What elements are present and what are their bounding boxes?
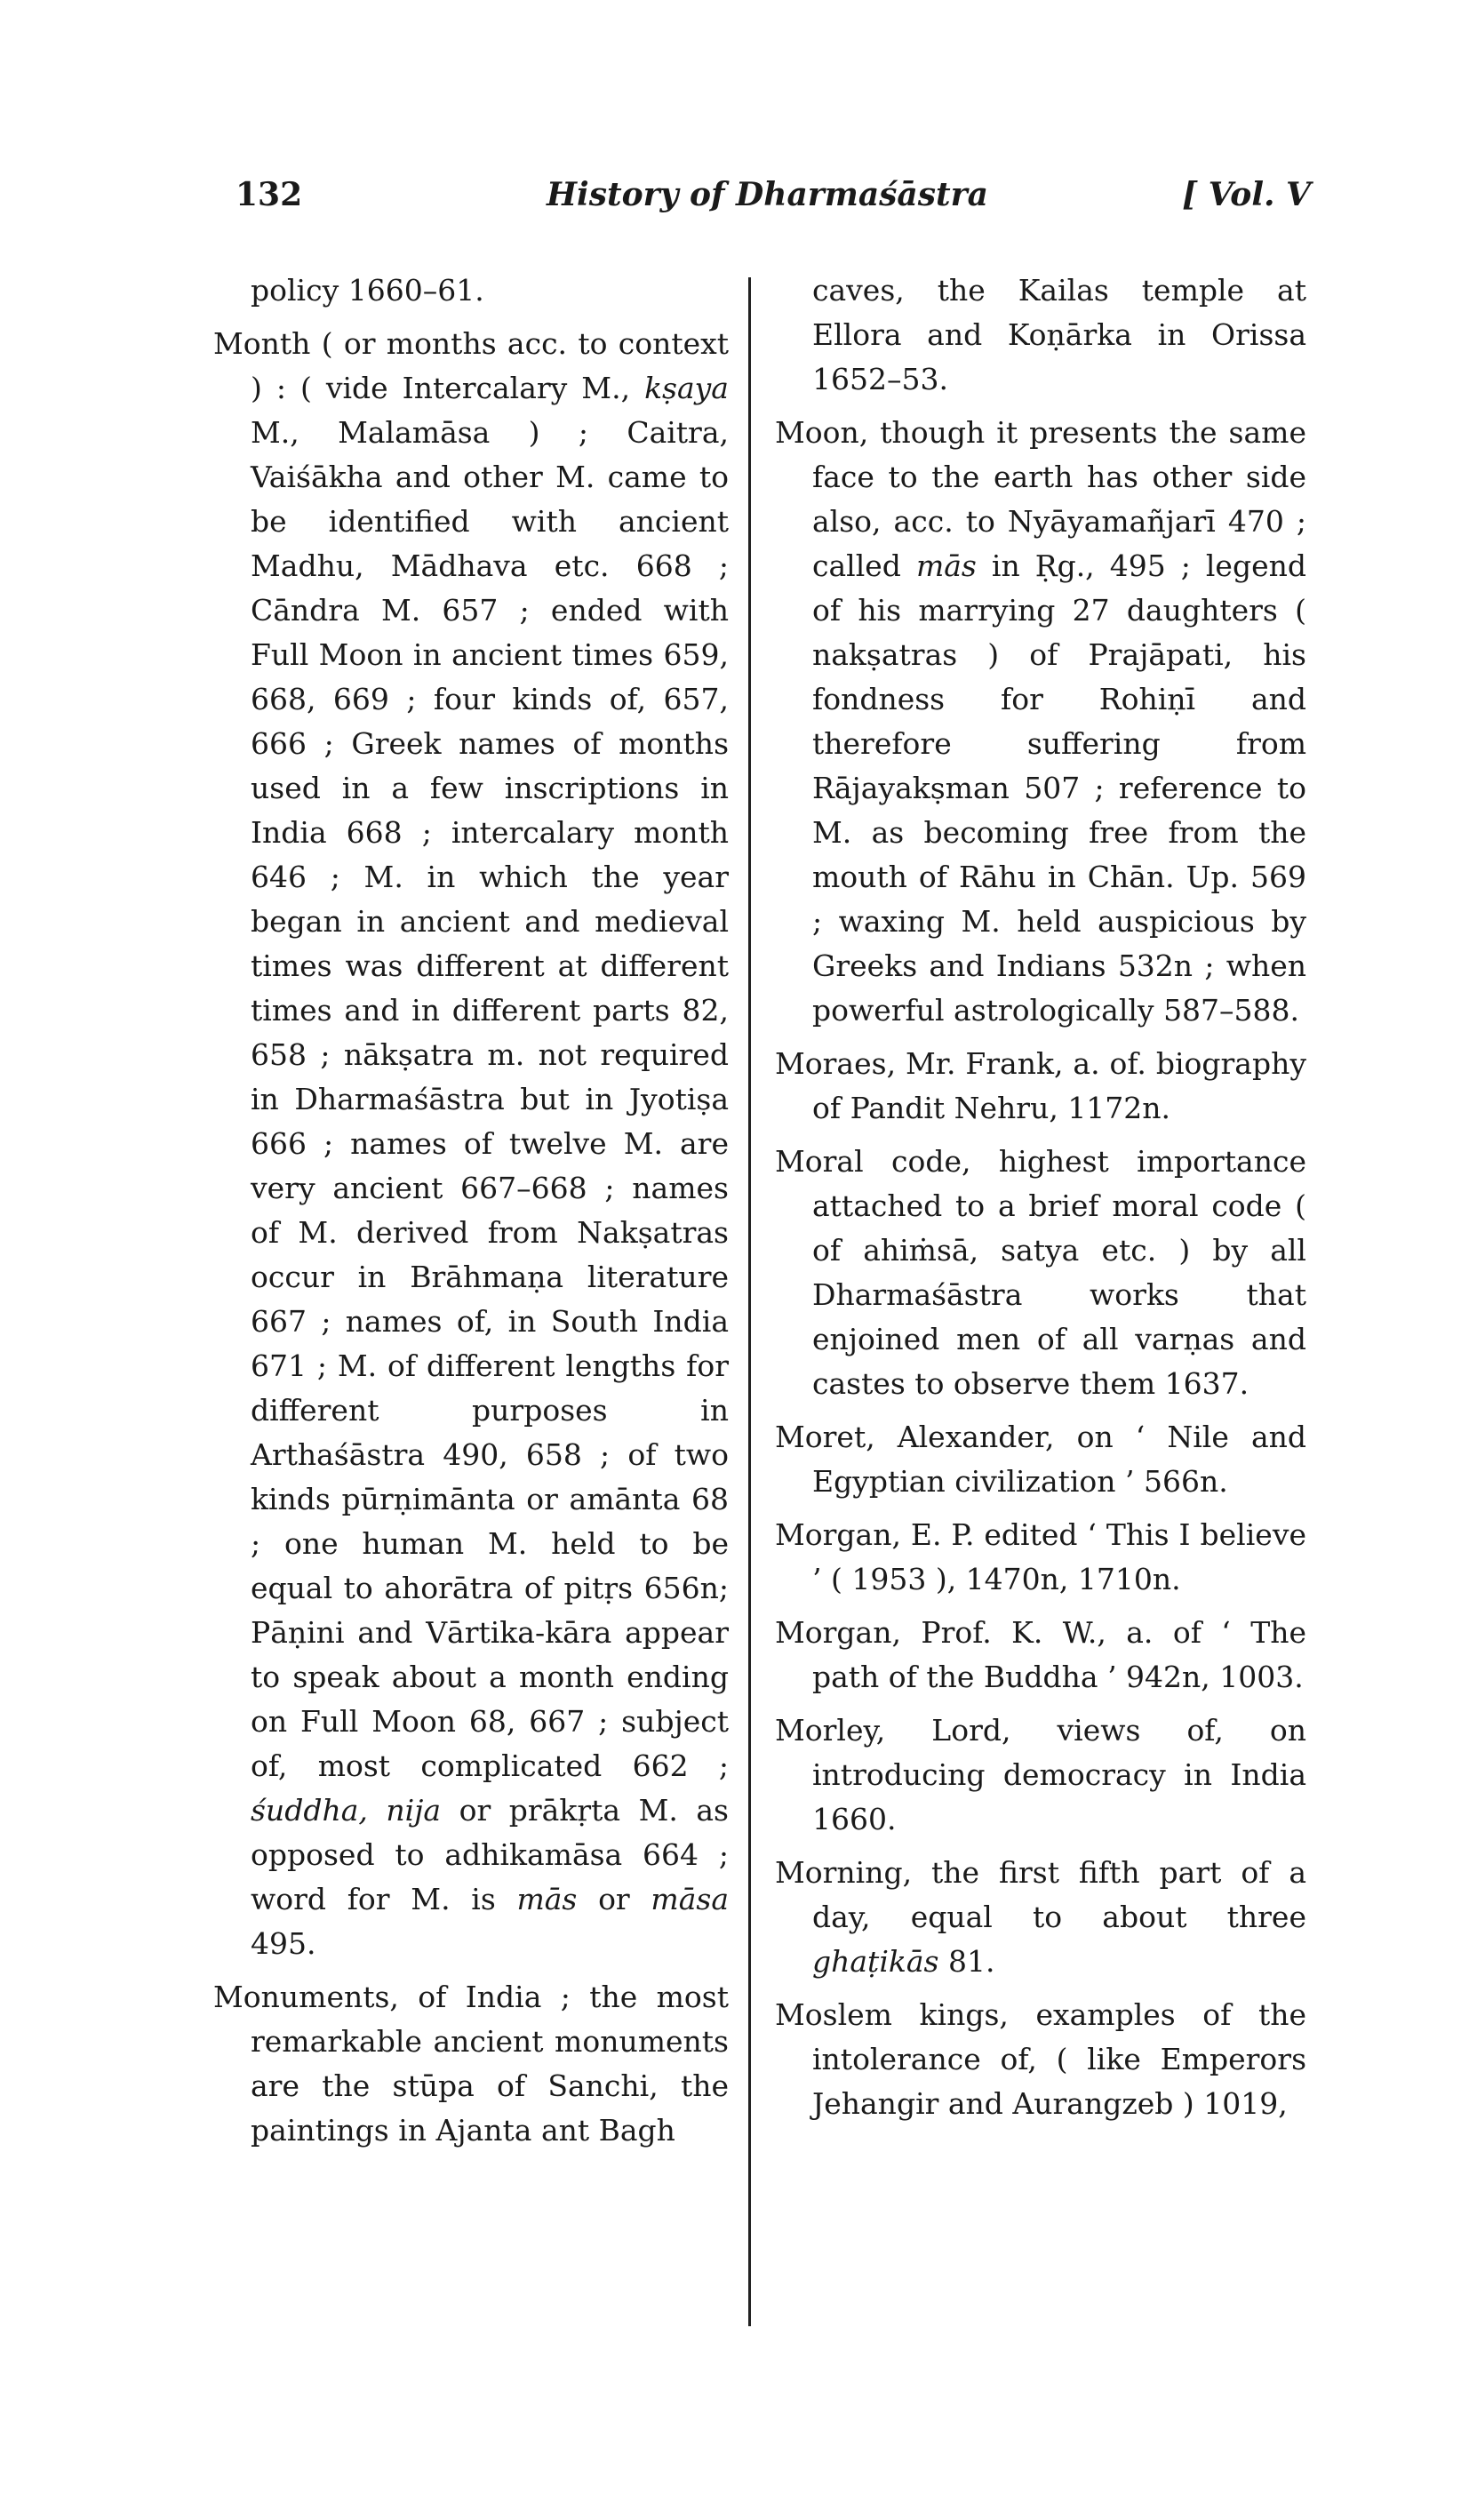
index-entry: [775, 1042, 1306, 1131]
index-entry: [775, 1140, 1306, 1406]
index-entry: [775, 1415, 1306, 1504]
index-entry-italic-term: ghaṭikās: [812, 1944, 939, 1979]
index-entry-text: in Ṛg., 495 ; legend of his marrying 27 daughters ( nakṣatras ) of Prajāpati, his fondness for Rohiṇī and therefore suffering from Rājayakṣman 507 ; reference to M. as becoming free from the mouth of Rāhu in Chān. Up. 569 ; waxing M. held auspicious by Greeks and Indians 532n ; when powerful astrologically 587–588.: [812, 548, 1306, 1028]
index-entry-text: Morning, the first fifth part of a day, equal to about three: [775, 1855, 1306, 1934]
page-header: [227, 176, 1311, 238]
index-entry-text: or: [577, 1882, 651, 1916]
index-entry-text: M., Malamāsa ) ; Caitra, Vaiśākha and other M. came to be identified with ancient Madhu, Mādhava etc. 668 ; Cāndra M. 657 ; ended with Full Moon in ancient times 659, 668, 669 ; four kinds of, 657, 666 ; Greek names of months used in a few inscriptions in India 668 ; intercalary month 646 ; M. in which the year began in ancient and medieval times was different at different times and in different parts 82, 658 ; nākṣatra m. not required in Dharmaśāstra but in Jyotiṣa 666 ; names of twelve M. are very ancient 667–668 ; names of M. derived from Nakṣatras occur in Brāhmaṇa literature 667 ; names of, in South India 671 ; M. of different lengths for different purposes in Arthaśāstra 490, 658 ; of two kinds pūrṇimānta or amānta 68 ; one human M. held to be equal to ahorātra of pitṛs 656n; Pāṇini and Vārtika-kāra appear to speak about a month ending on Full Moon 68, 667 ; subject of, most complicated 662 ;: [251, 415, 729, 1783]
index-entry-italic-term: śuddha, nija: [251, 1793, 442, 1828]
index-entry-text: Moon, though it presents the same face to the earth has other side also, acc. to Nyāyamañjarī 470 ; called: [775, 415, 1306, 583]
index-column-left: [213, 268, 729, 2162]
page-number: 132: [236, 176, 303, 213]
index-entry-text: Moraes, Mr. Frank, a. of. biography of Pandit Nehru, 1172n.: [775, 1046, 1306, 1125]
index-entry-italic-term: mās: [516, 1882, 578, 1916]
index-entry-text: or prākṛta M. as opposed to adhikamāsa 664 ; word for M. is: [251, 1793, 729, 1916]
index-entry-text: Morgan, E. P. edited ‘ This I believe ’ ( 1953 ), 1470n, 1710n.: [775, 1517, 1306, 1596]
index-entry-text: Moslem kings, examples of the intolerance of, ( like Emperors Jehangir and Aurangzeb ) 1019,: [775, 1997, 1306, 2121]
index-entry-text: 495.: [251, 1926, 316, 1961]
index-entry: [775, 1993, 1306, 2126]
index-entry: [213, 322, 729, 1966]
index-entry-continuation: [775, 268, 1306, 402]
index-entry: [775, 411, 1306, 1033]
index-column-right: [775, 268, 1306, 2135]
index-entry-text: Moret, Alexander, on ‘ Nile and Egyptian civilization ’ 566n.: [775, 1420, 1306, 1499]
index-entry: [775, 1611, 1306, 1700]
column-divider: [748, 277, 751, 2326]
index-entry-text: caves, the Kailas temple at Ellora and Koṇārka in Orissa 1652–53.: [812, 273, 1306, 396]
volume-label: [ Vol. V: [1182, 176, 1311, 213]
index-entry-italic-term: māsa: [651, 1882, 729, 1916]
index-entry-italic-term: kṣaya: [644, 371, 729, 405]
index-entry-text: Moral code, highest importance attached to a brief moral code ( of ahiṁsā, satya etc. ) by all Dharmaśāstra works that enjoined men of all varṇas and castes to observe them 1637.: [775, 1144, 1306, 1401]
index-entry: [775, 1851, 1306, 1984]
index-entry-text: Morgan, Prof. K. W., a. of ‘ The path of the Buddha ’ 942n, 1003.: [775, 1615, 1306, 1694]
index-entry-text: Month ( or months acc. to context ) : ( vide Intercalary M.,: [213, 326, 729, 405]
index-entry-text: 81.: [938, 1944, 995, 1979]
index-entry-continuation: [213, 268, 729, 313]
index-entry-text: Monuments, of India ; the most remarkable ancient monuments are the stūpa of Sanchi, the paintings in Ajanta ant Bagh: [213, 1980, 729, 2148]
index-entry-italic-term: mās: [915, 548, 977, 583]
index-entry-text: Morley, Lord, views of, on introducing democracy in India 1660.: [775, 1713, 1306, 1836]
index-entry: [775, 1708, 1306, 1842]
running-title: History of Dharmaśāstra: [547, 176, 988, 213]
index-entry: [775, 1513, 1306, 1602]
index-entry: [213, 1975, 729, 2153]
index-entry-text: policy 1660–61.: [251, 273, 484, 308]
